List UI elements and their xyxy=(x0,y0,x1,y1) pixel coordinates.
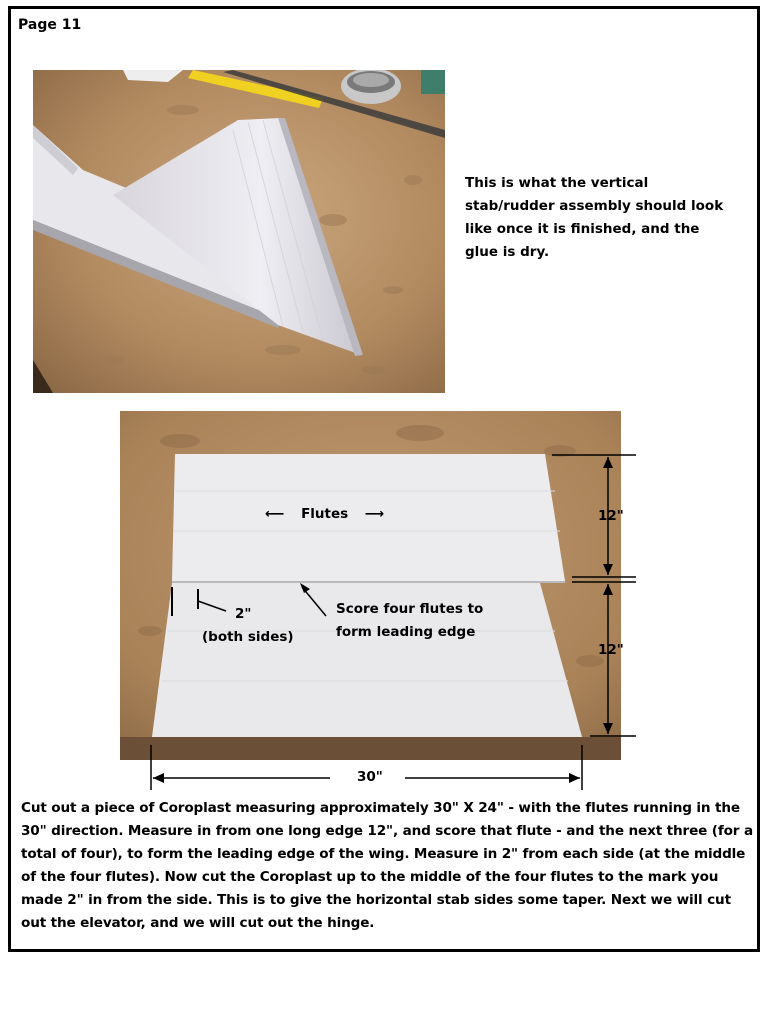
flutes-label: Flutes xyxy=(301,506,349,522)
side-offset-note: (both sides) xyxy=(202,629,294,645)
dim-top-label: 12" xyxy=(598,508,624,524)
score-note-line1: Score four flutes to xyxy=(336,601,484,617)
page-label: Page 11 xyxy=(18,17,82,33)
score-note-line2: form leading edge xyxy=(336,624,476,640)
dim-width-label: 30" xyxy=(357,769,383,785)
dim-bottom-label: 12" xyxy=(598,642,624,658)
left-arrow-icon: ⟵ xyxy=(265,506,285,522)
side-offset-label: 2" xyxy=(235,606,252,622)
instruction-text: Cut out a piece of Coroplast measuring approximately 30" X 24" - with the flutes running in the 30" direction. Measure in from one long edge 12", and score that flute - and the next three (for a total of four), to form the leading edge of the wing. Measure in 2" from each side (at the middle of the four flutes). Now cut the Coroplast up to the middle of the four flutes to the mark you made 2" in from the side. This is to give the horizontal stab sides some taper. Next we will cut out the elevator, and we will cut out the hinge. xyxy=(21,800,753,931)
right-arrow-icon: ⟶ xyxy=(364,506,385,522)
stab-assembly-caption: This is what the vertical stab/rudder assembly should look like once it is finished, and the glue is dry. xyxy=(465,175,724,260)
